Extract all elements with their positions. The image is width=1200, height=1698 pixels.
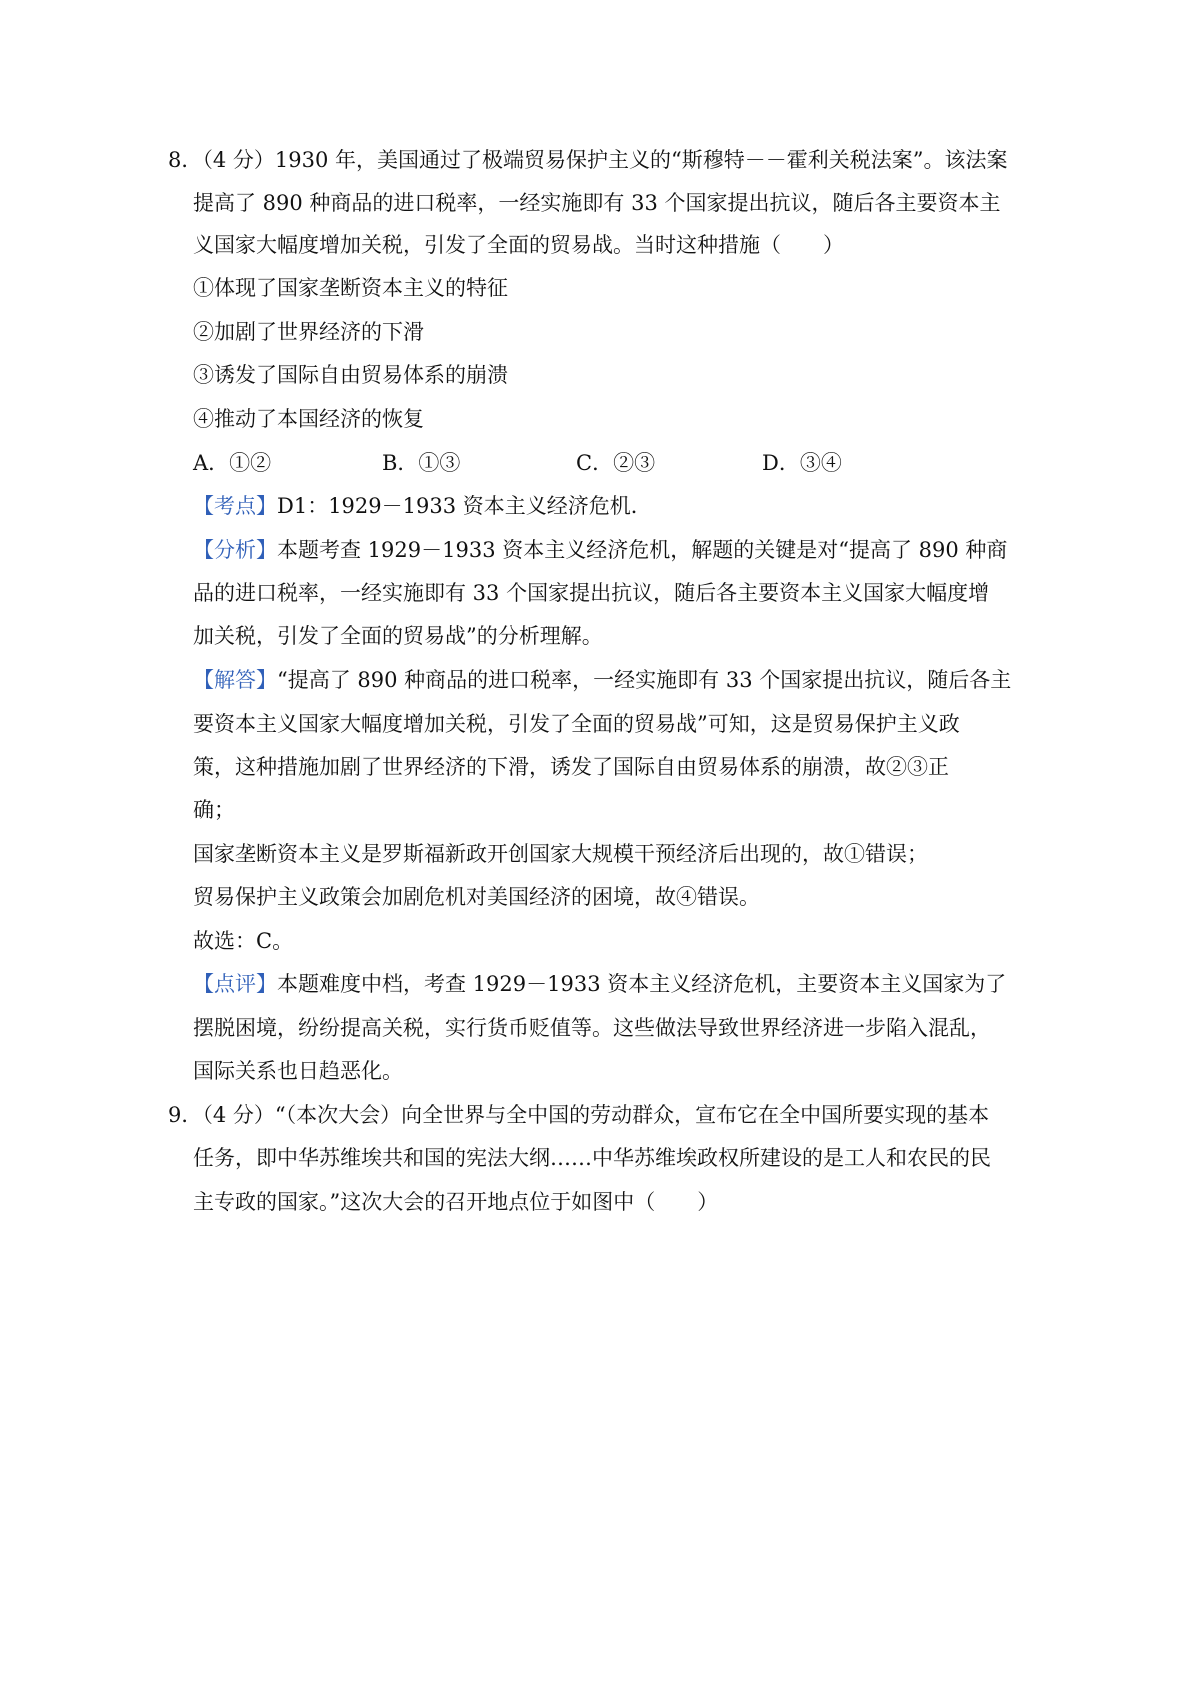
q8-dianping-line-2: 摆脱困境，纷纷提高关税，实行货币贬值等。这些做法导致世界经济进一步陷入混乱， [193, 1016, 991, 1040]
q8-statement-4: ④推动了本国经济的恢复 [193, 407, 424, 431]
q8-jieda-line-2: 要资本主义国家大幅度增加关税，引发了全面的贸易战”可知，这是贸易保护主义政 [193, 712, 960, 736]
q8-jieda-line-4: 确； [193, 798, 235, 822]
q8-kaodian [193, 491, 652, 521]
q8-jieda-line-5: 国家垄断资本主义是罗斯福新政开创国家大规模干预经济后出现的，故①错误； [193, 842, 928, 866]
dianping-tag: 【点评】 [193, 972, 277, 996]
kaodian-tag: 【考点】 [193, 494, 277, 518]
q8-statement-1: ①体现了国家垄断资本主义的特征 [193, 276, 508, 300]
q8-line-2: 提高了 890 种商品的进口税率，一经实施即有 33 个国家提出抗议，随后各主要资本主 [193, 191, 1001, 215]
fenxi-text-1: 本题考查 1929－1933 资本主义经济危机，解题的关键是对“提高了 890 种商 [277, 538, 1008, 562]
q8-option-c: C．②③ [576, 451, 656, 475]
jieda-text-1: “提高了 890 种商品的进口税率，一经实施即有 33 个国家提出抗议，随后各主 [277, 668, 1012, 692]
q8-fenxi-line-2: 品的进口税率，一经实施即有 33 个国家提出抗议，随后各主要资本主义国家大幅度增 [193, 581, 990, 605]
fenxi-tag: 【分析】 [193, 538, 277, 562]
q8-option-b: B．①③ [382, 451, 461, 475]
kaodian-text: D1：1929－1933 资本主义经济危机． [277, 494, 652, 518]
q8-jieda-line-3: 策，这种措施加剧了世界经济的下滑，诱发了国际自由贸易体系的崩溃，故②③正 [193, 755, 949, 779]
q8-line-3: 义国家大幅度增加关税，引发了全面的贸易战。当时这种措施（ ） [193, 233, 844, 257]
q8-option-a: A．①② [193, 451, 272, 475]
q8-jieda-line-7: 故选：C。 [193, 929, 294, 953]
q8-jieda-line-1 [193, 665, 1011, 695]
q8-dianping-line-3: 国际关系也日趋恶化。 [193, 1059, 403, 1083]
q8-fenxi-line-3: 加关税，引发了全面的贸易战”的分析理解。 [193, 624, 603, 648]
jieda-tag: 【解答】 [193, 668, 277, 692]
q8-fenxi-line-1 [193, 535, 1007, 565]
q8-statement-2: ②加剧了世界经济的下滑 [193, 320, 424, 344]
q9-line-1: 9．（4 分）“（本次大会）向全世界与全中国的劳动群众，宣布它在全中国所要实现的基本 [168, 1103, 990, 1127]
q8-option-d: D．③④ [762, 451, 842, 475]
q9-line-3: 主专政的国家。”这次大会的召开地点位于如图中（ ） [193, 1190, 719, 1214]
dianping-text-1: 本题难度中档，考查 1929－1933 资本主义经济危机，主要资本主义国家为了 [277, 972, 1007, 996]
q8-statement-3: ③诱发了国际自由贸易体系的崩溃 [193, 363, 508, 387]
q8-line-1: 8．（4 分）1930 年，美国通过了极端贸易保护主义的“斯穆特－－霍利关税法案”。该法案 [168, 148, 1008, 172]
q9-line-2: 任务，即中华苏维埃共和国的宪法大纲……中华苏维埃政权所建设的是工人和农民的民 [193, 1146, 991, 1170]
q8-dianping-line-1 [193, 969, 1006, 999]
q8-jieda-line-6: 贸易保护主义政策会加剧危机对美国经济的困境，故④错误。 [193, 885, 760, 909]
